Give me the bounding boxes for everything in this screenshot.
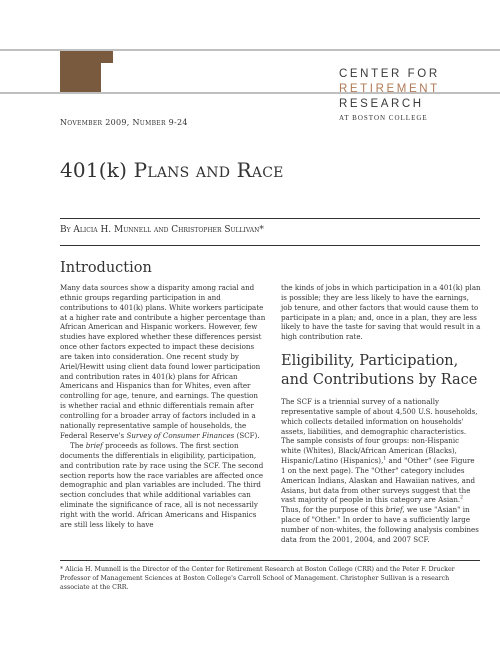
survey-name: Survey of Consumer Finances <box>126 430 235 440</box>
byline-rule <box>60 245 480 246</box>
intro-paragraph-1: Many data sources show a disparity among racial and ethnic groups regarding participation in and contributions to 401(k) plans. White workers participate at a higher rate and contribute a higher percentage than African American and Hispanic workers. However, few studies have explored whether these differences persist once other factors expected to impact these decisions are taken into consideration. One recent study by Ariel/Hewitt using client data found lower participation and contribution rates in 401(k) plans for African Americans and Hispanics than for Whites, even after controlling for age, tenure, and earnings. The question is whether racial and ethnic differentials remain after controlling for a broader array of factors included in a nationally representative sample of households, the Federal Reserve's Survey of Consumer Finances (SCF). <box>60 283 266 440</box>
center-logo <box>339 67 479 124</box>
title-number: 401(k) <box>60 158 128 182</box>
eligibility-paragraph: The SCF is a triennial survey of a nationally representative sample of about 4,500 U.S. households, which collects detailed information on households' assets, liabilities, and demographic characteristics. The sample consists of four groups: non-Hispanic white (Whites), Black/African American (Blacks), Hispanic/Latino (Hispanics),$^1$ and "Other" (see Figure 1 on the next page). The "Other" category includes American Indians, Alaskan and Hawaiian natives, and Asians, but data from other surveys suggest that the vast majority of people in this category are Asian.$^2$ Thus, for the purpose of this brief, we use "Asian" in place of "Other." In order to have a sufficiently large number of non-whites, the following analysis combines data from the 2001, 2004, and 2007 SCF. <box>281 397 479 544</box>
intro-heading: Introduction <box>60 260 152 276</box>
footnote-rule <box>60 560 480 561</box>
footnote-ref-2: 2 <box>460 496 464 502</box>
title-rest: Plans and Race <box>133 158 284 182</box>
title-rule <box>60 218 480 219</box>
logo-square-small <box>101 51 113 63</box>
byline: By Alicia H. Munnell and Christopher Sullivan* <box>60 225 264 235</box>
intro-paragraph-2: The brief proceeds as follows. The first section documents the differentials in eligibility, participation, and contribution rate by race using the SCF. The second section reports how the race variables are affected once demographic and plan variables are included. The third section concludes that while additional variables can eliminate the significance of race, all is not necessarily right with the world. African Americans and Hispanics are still less likely to have <box>60 441 264 529</box>
issue-date: November 2009, Number 9-24 <box>60 118 188 127</box>
logo-line-2: RETIREMENT <box>339 83 440 95</box>
logo-line-4: AT BOSTON COLLEGE <box>339 114 428 122</box>
eligibility-heading: Eligibility, Participation, and Contributions by Race <box>281 353 478 388</box>
logo-square-large <box>60 51 101 92</box>
logo-line-1: CENTER FOR <box>339 68 440 80</box>
intro-paragraph-continued: the kinds of jobs in which participation in a 401(k) plan is possible; they are less likely to have the earnings, job tenure, and other factors that would cause them to participate in a plan; and, once in a plan, they are less likely to have the taste for saving that would result in a high contribution rate. <box>281 283 481 342</box>
logo-line-3: RESEARCH <box>339 98 424 110</box>
footnote-ref-1: 1 <box>383 456 387 462</box>
author-footnote: * Alicia H. Munnell is the Director of the Center for Retirement Research at Boston College (CRR) and the Peter F. Drucker Professor of Management Sciences at Boston College's Carroll School of Management. Christopher Sullivan is a research associate at the CRR. <box>60 566 455 592</box>
page-title <box>60 158 284 182</box>
